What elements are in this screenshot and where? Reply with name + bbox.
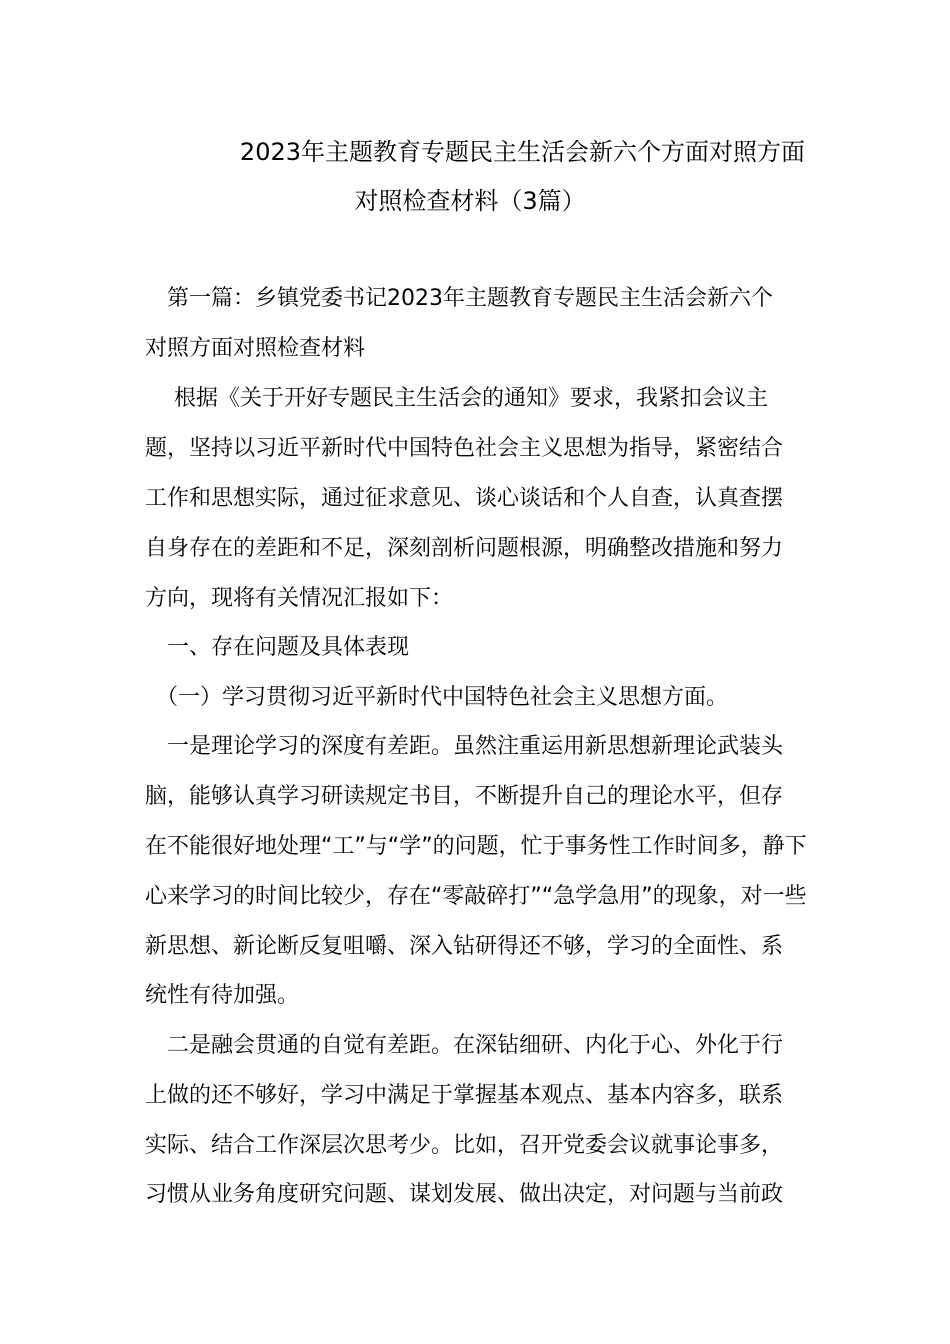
- document-title-line-1: 2023年主题教育专题民主生活会新六个方面对照方面: [239, 138, 805, 166]
- body-line: 上做的还不够好，学习中满足于掌握基本观点、基本内容多，联系: [145, 1083, 784, 1108]
- body-line: 心来学习的时间比较少，存在“零敲碎打”“急学急用”的现象，对一些: [145, 884, 807, 909]
- body-line: 一是理论学习的深度有差距。虽然注重运用新思想新理论武装头: [145, 734, 784, 759]
- body-line: 新思想、新论断反复咀嚼、深入钻研得还不够，学习的全面性、系: [145, 934, 784, 959]
- body-line: 对照方面对照检查材料: [145, 336, 366, 361]
- body-line: 题，坚持以习近平新时代中国特色社会主义思想为指导，紧密结合: [145, 436, 784, 461]
- section-heading: 一、存在问题及具体表现: [145, 635, 410, 660]
- body-line: 习惯从业务角度研究问题、谋划发展、做出决定，对问题与当前政: [145, 1182, 784, 1207]
- body-line: 实际、结合工作深层次思考少。比如，召开党委会议就事论事多，: [145, 1133, 784, 1158]
- body-line: 在不能很好地处理“工”与“学”的问题，忙于事务性工作时间多，静下: [145, 834, 807, 859]
- body-line: 根据《关于开好专题民主生活会的通知》要求，我紧扣会议主: [145, 386, 768, 411]
- body-line: 二是融会贯通的自觉有差距。在深钻细研、内化于心、外化于行: [145, 1033, 784, 1058]
- body-line: 脑，能够认真学习研读规定书目，不断提升自己的理论水平，但存: [145, 784, 784, 809]
- document-title-line-2: 对照检查材料（3篇）: [354, 187, 586, 215]
- body-line: 工作和思想实际，通过征求意见、谈心谈话和个人自查，认真查摆: [145, 486, 784, 511]
- body-line: 第一篇：乡镇党委书记2023年主题教育专题民主生活会新六个: [145, 286, 773, 311]
- body-line: 方向，现将有关情况汇报如下：: [145, 586, 454, 611]
- subsection-heading: （一）学习贯彻习近平新时代中国特色社会主义思想方面。: [145, 685, 729, 710]
- body-line: 统性有待加强。: [145, 983, 300, 1008]
- body-line: 自身存在的差距和不足，深刻剖析问题根源，明确整改措施和努力: [145, 536, 784, 561]
